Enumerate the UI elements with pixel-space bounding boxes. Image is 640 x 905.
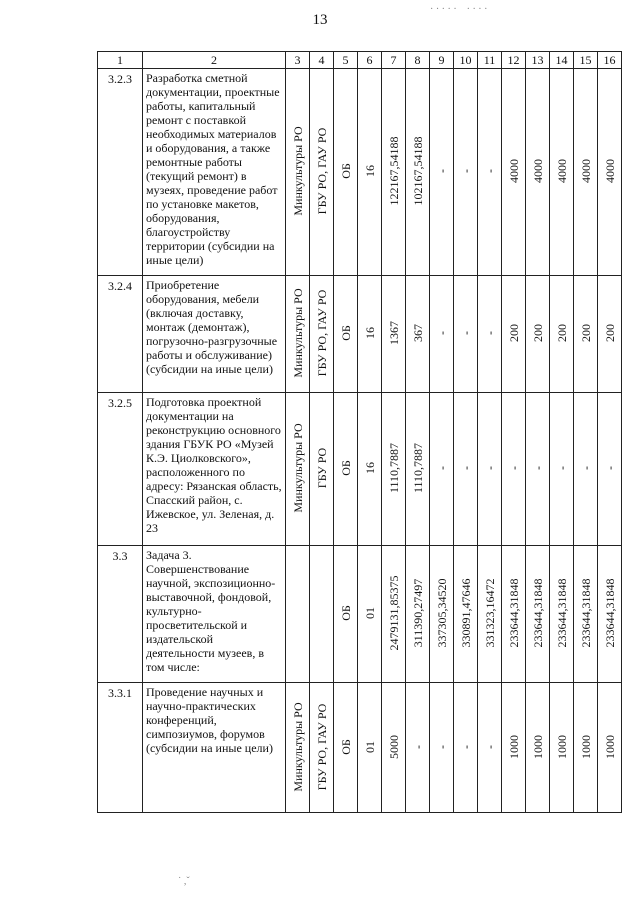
cell-c6: 01 — [362, 607, 377, 619]
cell-c13: 1000 — [530, 734, 545, 759]
cell-c7: 1367 — [386, 321, 401, 345]
cell-c12: 4000 — [506, 159, 521, 183]
row-code: 3.3.1 — [98, 683, 143, 813]
cell-c13: 233644,31848 — [530, 578, 545, 648]
column-header-13: 13 — [526, 52, 550, 69]
cell-c12: 200 — [506, 324, 521, 342]
cell-c11: 331323,16472 — [482, 578, 497, 648]
cell-c3: Минкультуры РО — [290, 701, 305, 792]
cell-c10: - — [458, 744, 473, 749]
column-header-14: 14 — [550, 52, 574, 69]
cell-c8: - — [410, 744, 425, 749]
cell-c6: 16 — [362, 165, 377, 177]
table-row — [98, 276, 622, 393]
column-header-3: 3 — [286, 52, 310, 69]
cell-c14: 4000 — [554, 159, 569, 183]
cell-c3: Минкультуры РО — [290, 126, 305, 216]
column-header-5: 5 — [334, 52, 358, 69]
cell-c14: 200 — [554, 324, 569, 342]
cell-c14: 1000 — [554, 734, 569, 759]
row-description: Подготовка проектной документации на реконструкцию основного здания ГБУК РО «Музей К.Э. Циолковского», расположенного по адресу: Рязанская область, Спасский район, с. Ижевское, ул. Зеленая, д. 23 — [143, 393, 286, 546]
row-description: Разработка сметной документации, проектные работы, капитальный ремонт с поставкой необходимых материалов и оборудования, а также ремонтные работы (текущий ремонт) в музеях, проведение работ по установке макетов, оборудования, благоустройству территории (субсидии на иные цели) — [143, 69, 286, 276]
cell-c7: 5000 — [386, 734, 401, 759]
cell-c8: 102167,54188 — [410, 136, 425, 206]
scan-artifact: ˙ ,ˇ — [178, 876, 190, 887]
cell-c4: ГБУ РО, ГАУ РО — [314, 127, 329, 215]
cell-c9: - — [434, 169, 449, 173]
cell-c9: - — [434, 466, 449, 470]
cell-c9: - — [434, 744, 449, 749]
cell-c3: Минкультуры РО — [290, 423, 305, 513]
row-code: 3.2.4 — [98, 276, 143, 393]
column-header-15: 15 — [574, 52, 598, 69]
page-number: 13 — [312, 12, 328, 28]
cell-c5: ОБ — [338, 163, 353, 179]
cell-c12: 233644,31848 — [506, 578, 521, 648]
cell-c11: - — [482, 331, 497, 335]
column-header-2: 2 — [143, 52, 286, 69]
cell-c7: 2479131,85375 — [386, 575, 401, 651]
cell-c15: 200 — [578, 324, 593, 342]
column-header-11: 11 — [478, 52, 502, 69]
scan-artifact: · · · · · · · · · — [430, 4, 488, 15]
cell-c5: ОБ — [338, 738, 353, 755]
table-row — [98, 683, 622, 813]
cell-c13: 200 — [530, 324, 545, 342]
cell-c8: 367 — [410, 324, 425, 342]
column-header-16: 16 — [598, 52, 622, 69]
cell-c6: 01 — [362, 740, 377, 753]
cell-c12: - — [506, 466, 521, 470]
cell-c4: ГБУ РО, ГАУ РО — [314, 289, 329, 377]
cell-c16: 4000 — [602, 159, 617, 183]
table-row — [98, 69, 622, 276]
budget-table — [97, 51, 622, 813]
cell-c8: 311390,27497 — [410, 578, 425, 648]
cell-c5: ОБ — [338, 460, 353, 476]
column-header-7: 7 — [382, 52, 406, 69]
column-header-10: 10 — [454, 52, 478, 69]
row-description: Приобретение оборудования, мебели (включая доставку, монтаж (демонтаж), погрузочно-разгрузочные работы и обслуживание) (субсидии на иные цели) — [143, 276, 286, 393]
cell-c11: - — [482, 466, 497, 470]
cell-c6: 16 — [362, 327, 377, 339]
cell-c16: 233644,31848 — [602, 578, 617, 648]
cell-c8: 1110,7887 — [410, 442, 425, 494]
cell-c5: ОБ — [338, 605, 353, 621]
cell-c12: 1000 — [506, 734, 521, 759]
cell-c14: - — [554, 466, 569, 470]
cell-c4: ГБУ РО — [314, 447, 329, 489]
cell-c4: ГБУ РО, ГАУ РО — [314, 703, 329, 790]
cell-c15: 233644,31848 — [578, 578, 593, 648]
row-code: 3.2.3 — [98, 69, 143, 276]
cell-c15: 4000 — [578, 159, 593, 183]
cell-c11: - — [482, 169, 497, 173]
cell-c10: - — [458, 331, 473, 335]
cell-c16: 200 — [602, 324, 617, 342]
column-header-12: 12 — [502, 52, 526, 69]
cell-c9: - — [434, 331, 449, 335]
cell-c10: 330891,47646 — [458, 578, 473, 648]
column-header-9: 9 — [430, 52, 454, 69]
cell-c5: ОБ — [338, 325, 353, 341]
cell-c15: - — [578, 466, 593, 470]
cell-c3: Минкультуры РО — [290, 288, 305, 378]
cell-c15: 1000 — [578, 734, 593, 759]
row-code: 3.2.5 — [98, 393, 143, 546]
cell-c14: 233644,31848 — [554, 578, 569, 648]
cell-c13: - — [530, 466, 545, 470]
column-header-1: 1 — [98, 52, 143, 69]
cell-c6: 16 — [362, 462, 377, 474]
row-description: Проведение научных и научно-практических конференций, симпозиумов, форумов (субсидии на иные цели) — [143, 683, 286, 813]
column-header-4: 4 — [310, 52, 334, 69]
table-row — [98, 393, 622, 546]
cell-c10: - — [458, 466, 473, 470]
column-header-6: 6 — [358, 52, 382, 69]
header-row — [98, 52, 622, 69]
table-row — [98, 546, 622, 683]
column-header-8: 8 — [406, 52, 430, 69]
cell-c13: 4000 — [530, 159, 545, 183]
cell-c16: - — [602, 466, 617, 470]
row-code: 3.3 — [98, 546, 143, 683]
cell-c16: 1000 — [602, 734, 617, 759]
row-description: Задача 3. Совершенствование научной, экспозиционно-выставочной, фондовой, культурно-просветительской и издательской деятельности музеев, в том числе: — [143, 546, 286, 683]
cell-c11: - — [482, 744, 497, 749]
cell-c7: 1110,7887 — [386, 442, 401, 494]
cell-c10: - — [458, 169, 473, 173]
cell-c9: 337305,34520 — [434, 578, 449, 648]
cell-c7: 122167,54188 — [386, 136, 401, 206]
